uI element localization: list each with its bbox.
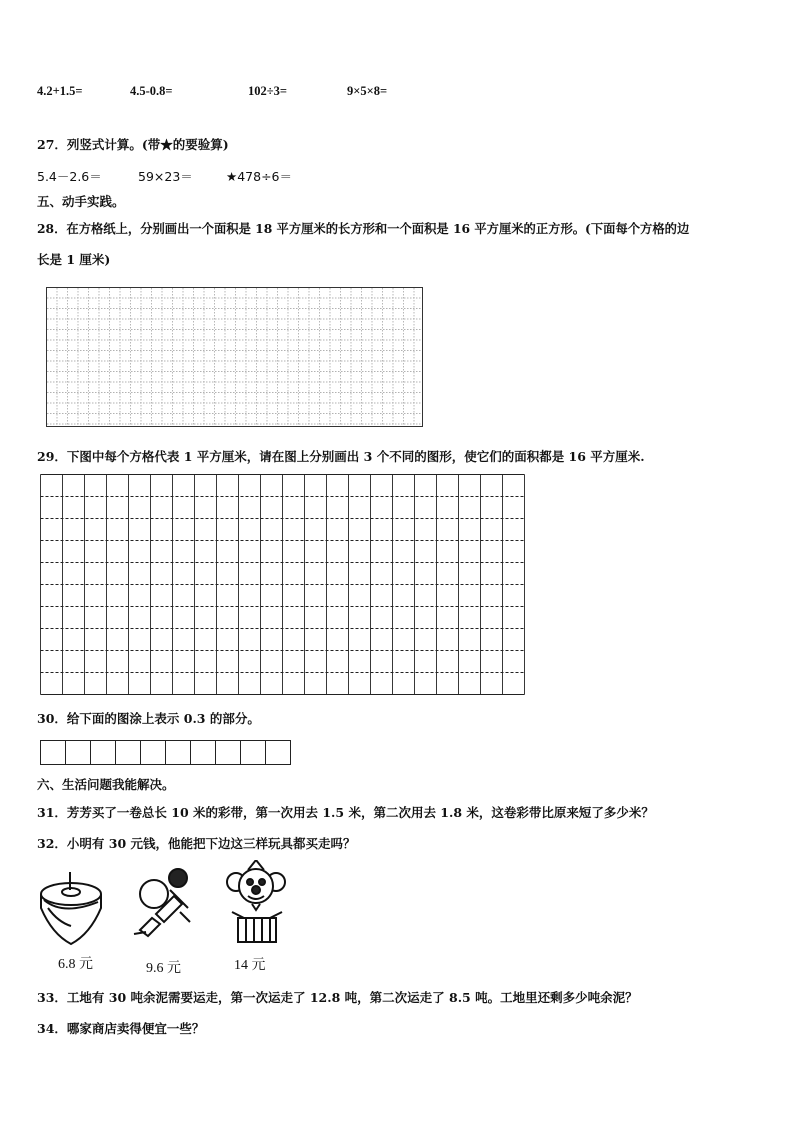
strip-cell[interactable] bbox=[216, 741, 241, 765]
jack-in-the-box-clown-icon bbox=[222, 860, 292, 948]
square-grid[interactable] bbox=[40, 474, 527, 697]
question-31: 31．芳芳买了一卷总长 10 米的彩带，第一次用去 1.5 米，第二次用去 1.8 米，这卷彩带比原来短了多少米？ bbox=[37, 805, 654, 820]
q27-item-3: ★478÷6＝ bbox=[226, 169, 292, 184]
strip-cell[interactable] bbox=[41, 741, 66, 765]
spinning-top-icon bbox=[38, 868, 108, 952]
equation-1: 4.2+1.5= bbox=[37, 84, 83, 98]
question-27-title: 27．列竖式计算。(带★的要验算) bbox=[37, 137, 229, 152]
q27-item-1: 5.4－2.6＝ bbox=[37, 169, 102, 184]
question-29: 29．下图中每个方格代表 1 平方厘米，请在图上分别画出 3 个不同的图形，使它们的面积都是 16 平方厘米. bbox=[37, 449, 645, 464]
question-28-line1: 28．在方格纸上，分别画出一个面积是 18 平方厘米的长方形和一个面积是 16 平方厘米的正方形。(下面每个方格的边 bbox=[37, 221, 690, 236]
price-2: 9.6 元 bbox=[146, 961, 181, 976]
question-28-line2: 长是 1 厘米) bbox=[37, 252, 111, 267]
strip-cell[interactable] bbox=[116, 741, 141, 765]
question-34: 34．哪家商店卖得便宜一些？ bbox=[37, 1021, 205, 1036]
strip-cell[interactable] bbox=[66, 741, 91, 765]
question-30: 30．给下面的图涂上表示 0.3 的部分。 bbox=[37, 711, 260, 726]
strip-cell[interactable] bbox=[166, 741, 191, 765]
strip-cell[interactable] bbox=[191, 741, 216, 765]
question-32: 32．小明有 30 元钱，他能把下边这三样玩具都买走吗？ bbox=[37, 836, 356, 851]
section-5-heading: 五、动手实践。 bbox=[37, 194, 125, 209]
dotted-grid-paper[interactable] bbox=[46, 287, 424, 428]
price-3: 14 元 bbox=[234, 958, 266, 973]
equation-2: 4.5-0.8= bbox=[130, 84, 173, 98]
strip-cell[interactable] bbox=[266, 741, 291, 765]
telescope-toy-icon bbox=[130, 860, 200, 944]
section-6-heading: 六、生活问题我能解决。 bbox=[37, 777, 175, 792]
equation-4: 9×5×8= bbox=[347, 84, 388, 98]
price-1: 6.8 元 bbox=[58, 957, 93, 972]
ten-cell-strip[interactable] bbox=[40, 740, 292, 766]
equation-3: 102÷3= bbox=[248, 84, 287, 98]
question-33: 33．工地有 30 吨余泥需要运走，第一次运走了 12.8 吨，第二次运走了 8.5 吨。工地里还剩多少吨余泥？ bbox=[37, 990, 638, 1005]
strip-cell[interactable] bbox=[241, 741, 266, 765]
strip-cell[interactable] bbox=[91, 741, 116, 765]
strip-cell[interactable] bbox=[141, 741, 166, 765]
q27-item-2: 59×23＝ bbox=[138, 169, 193, 184]
